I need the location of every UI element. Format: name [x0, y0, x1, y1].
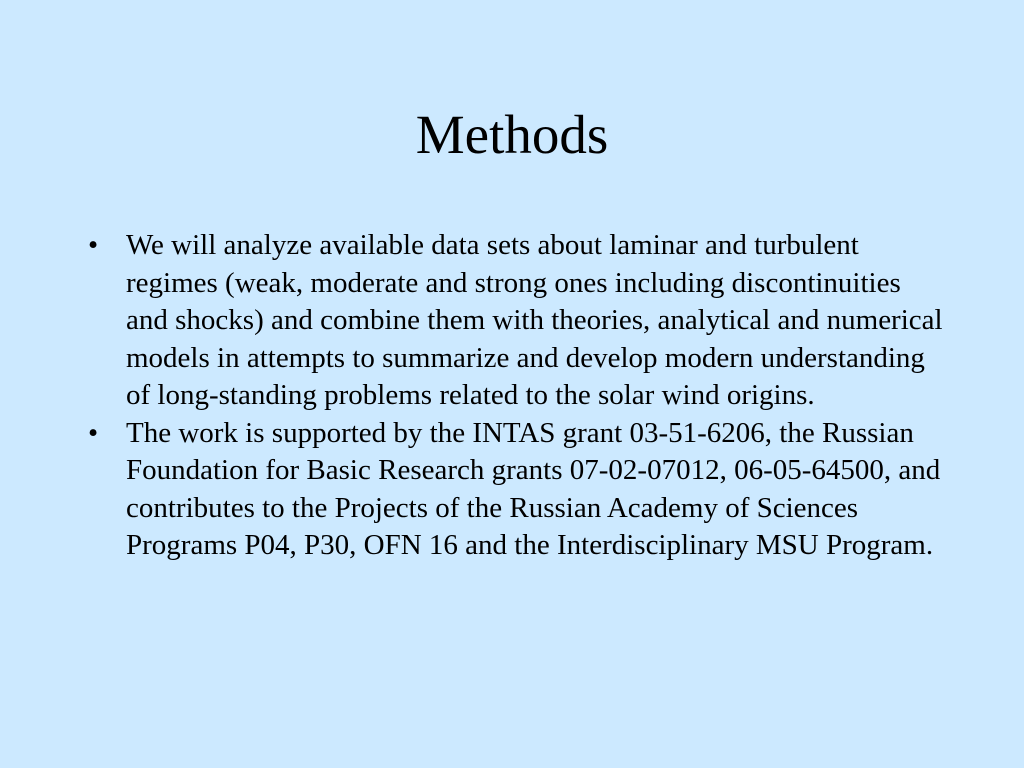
bullet-item: [88, 227, 948, 415]
bullet-text: We will analyze available data sets about laminar and turbulent regimes (weak, moderate and strong ones including discontinuities and shocks) and combine them with theories, analytical and numerical models in attempts to summarize and develop modern understanding of long-standing problems related to the solar wind origins.: [126, 229, 943, 411]
bullet-text: The work is supported by the INTAS grant 03-51-6206, the Russian Foundation for Basic Research grants 07-02-07012, 06-05-64500, and contributes to the Projects of the Russian Academy of Sciences Programs P04, P30, OFN 16 and the Interdisciplinary MSU Program.: [126, 416, 941, 561]
bullet-item: [88, 415, 948, 565]
bullet-list: [88, 227, 948, 565]
bullet-marker: •: [88, 229, 99, 261]
slide-title: Methods: [415, 104, 609, 165]
bullet-marker: •: [88, 416, 99, 449]
